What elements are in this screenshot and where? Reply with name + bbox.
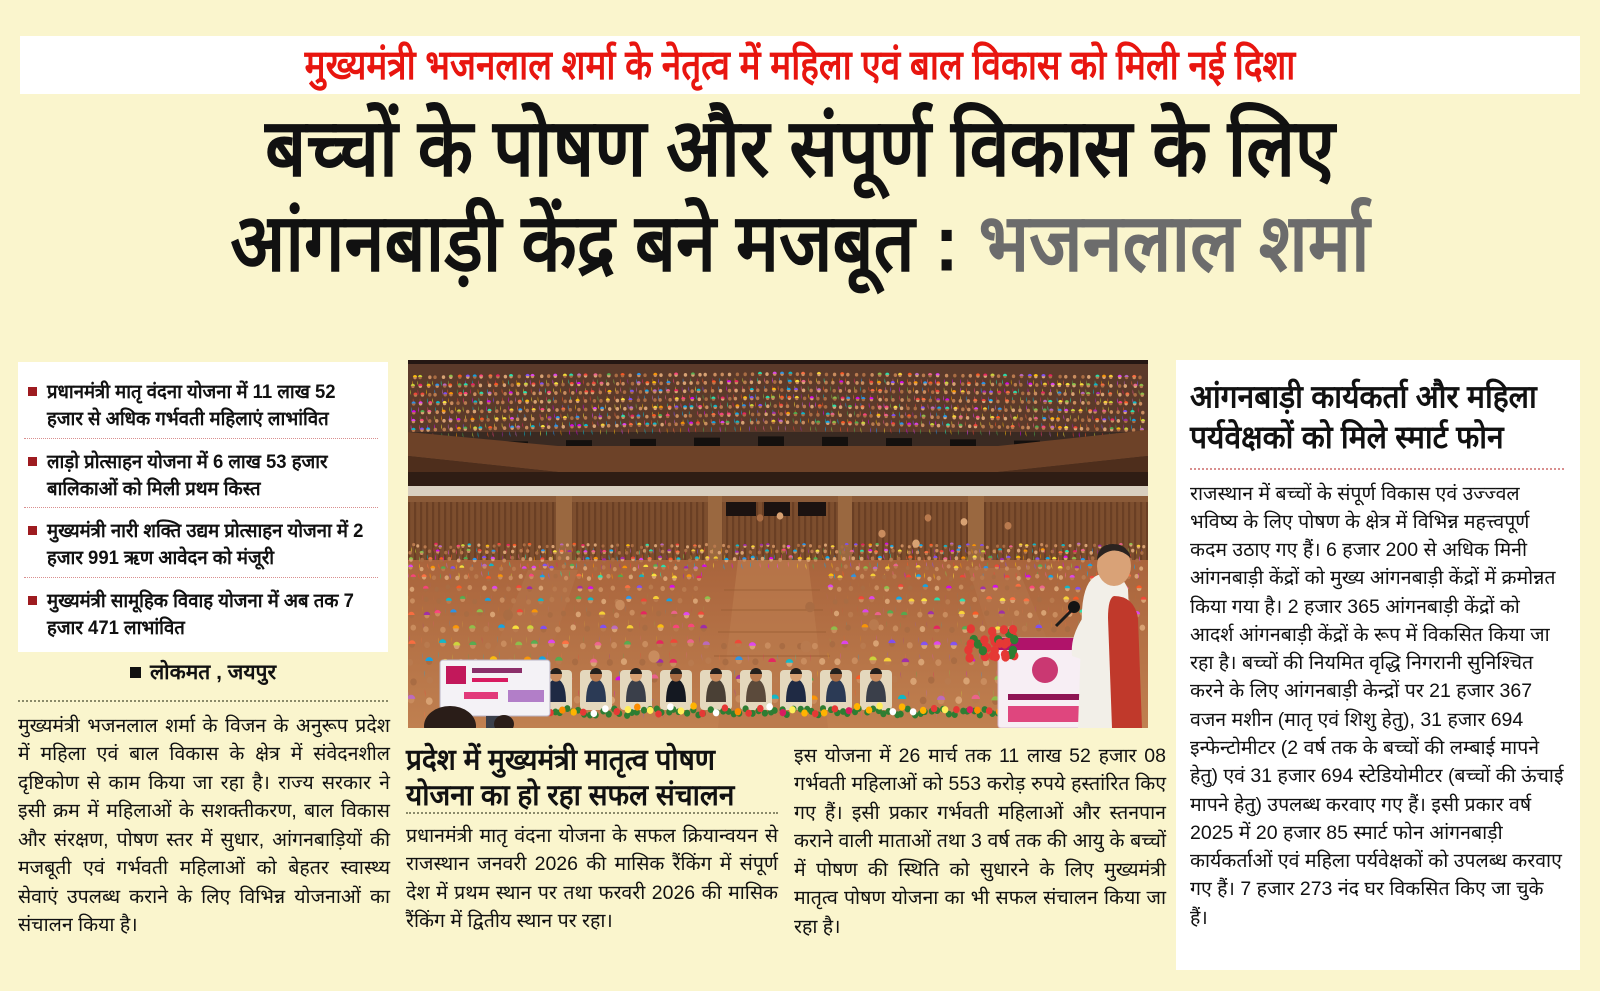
bullet-text: लाड़ो प्रोत्साहन योजना में 6 लाख 53 हजार बालिकाओं को मिली प्रथम किस्त bbox=[47, 449, 328, 499]
highlights-box bbox=[18, 362, 388, 652]
byline-square-icon bbox=[130, 667, 141, 678]
headline-attribution: भजनलाल शर्मा bbox=[978, 199, 1370, 289]
kicker-headline: मुख्यमंत्री भजनलाल शर्मा के नेतृत्व में महिला एवं बाल विकास को मिली नई दिशा bbox=[304, 41, 1296, 89]
byline-text: लोकमत , जयपुर bbox=[149, 661, 277, 684]
bullet-square-icon bbox=[28, 387, 37, 396]
article-paragraph: प्रधानमंत्री मातृ वंदना योजना के सफल क्रियान्वयन से राजस्थान जनवरी 2026 की मासिक रैंकिंग में संपूर्ण देश में प्रथम स्थान पर तथा फरवरी 2026 की मासिक रैंकिंग में द्वितीय स्थान पर रहा। bbox=[406, 825, 778, 933]
byline bbox=[18, 658, 388, 686]
byline-inner bbox=[130, 658, 276, 686]
article-column-middle bbox=[406, 822, 778, 936]
auditorium-illustration bbox=[408, 360, 1148, 728]
sidebar-heading: आंगनबाड़ी कार्यकर्ता और महिला पर्यवेक्षकों को मिले स्मार्ट फोन bbox=[1190, 380, 1537, 456]
divider-sidebar bbox=[1190, 468, 1564, 470]
kicker-band bbox=[20, 36, 1580, 94]
headline-line-2 bbox=[30, 199, 1570, 290]
list-item bbox=[24, 374, 378, 438]
bullet-square-icon bbox=[28, 457, 37, 466]
bullet-text: प्रधानमंत्री मातृ वंदना योजना में 11 लाख 52 हजार से अधिक गर्भवती महिलाएं लाभांवित bbox=[47, 380, 336, 430]
page-title bbox=[30, 104, 1570, 289]
article-column-right bbox=[794, 742, 1166, 941]
divider-left bbox=[18, 700, 388, 702]
divider-mid bbox=[406, 812, 778, 814]
headline-line-2-main: आंगनबाड़ी केंद्र बने मजबूत : bbox=[230, 199, 979, 289]
sidebar-panel bbox=[1176, 360, 1580, 970]
sidebar-body bbox=[1190, 480, 1564, 932]
article-paragraph: इस योजना में 26 मार्च तक 11 लाख 52 हजार 08 गर्भवती महिलाओं को 553 करोड़ रुपये हस्तांरित किए गए हैं। इसी प्रकार गर्भवती महिलाओं और स्तनपान कराने वाली माताओं तथा 3 वर्ष तक की आयु के बच्चों में पोषण की स्थिति को सुधारने के लिए मुख्यमंत्री मातृत्व पोषण योजना का भी सफल संचालन किया जा रहा है। bbox=[794, 745, 1166, 938]
list-item bbox=[24, 438, 378, 508]
bullet-square-icon bbox=[28, 596, 37, 605]
article-column-left bbox=[18, 712, 390, 940]
bullet-text: मुख्यमंत्री नारी शक्ति उद्यम प्रोत्साहन योजना में 2 हजार 991 ऋण आवेदन को मंजूरी bbox=[47, 519, 364, 569]
bullet-square-icon bbox=[28, 526, 37, 535]
headline-line-1: बच्चों के पोषण और संपूर्ण विकास के लिए bbox=[265, 104, 1335, 194]
list-item bbox=[24, 507, 378, 577]
list-item bbox=[24, 577, 378, 647]
article-paragraph: मुख्यमंत्री भजनलाल शर्मा के विजन के अनुरूप प्रदेश में महिला एवं बाल विकास के क्षेत्र में संवेदनशील दृष्टिकोण से काम किया जा रहा है। राज्य सरकार ने इसी क्रम में महिलाओं के सशक्तीकरण, बाल विकास और संरक्षण, पोषण स्तर में सुधार, आंगनबाड़ियों की मजबूती एवं गर्भवती महिलाओं को बेहतर स्वास्थ्य सेवाएं उपलब्ध कराने के लिए विभिन्न योजनाओं का संचालन किया है। bbox=[18, 715, 390, 937]
sidebar-paragraph: राजस्थान में बच्चों के संपूर्ण विकास एवं उज्ज्वल भविष्य के लिए पोषण के क्षेत्र में विभिन्न महत्त्वपूर्ण कदम उठाए गए हैं। 6 हजार 200 से अधिक मिनी आंगनबाड़ी केंद्रों को मुख्य आंगनबाड़ी केंद्रों में क्रमोन्नत किया गया है। 2 हजार 365 आंगनबाड़ी केंद्रों को आदर्श आंगनबाड़ी केंद्रों के रूप में विकसित किया जा रहा है। बच्चों की नियमित वृद्धि निगरानी सुनिश्चित करने के लिए आंगनबाड़ी केन्द्रों पर 21 हजार 367 वजन मशीन (मातृ एवं शिशु हेतु), 31 हजार 694 इन्फेन्टोमीटर (2 वर्ष तक के बच्चों की लम्बाई मापने हेतु) एवं 31 हजार 694 स्टेडियोमीटर (बच्चों की ऊंचाई मापने हेतु) उपलब्ध करवाए गए हैं। इसी प्रकार वर्ष 2025 में 20 हजार 85 स्मार्ट फोन आंगनबाड़ी कार्यकर्ताओं एवं महिला पर्यवेक्षकों को उपलब्ध करवाए गए हैं। 7 हजार 273 नंद घर विकसित किए जा चुके हैं। bbox=[1190, 482, 1564, 929]
event-photo bbox=[408, 360, 1148, 728]
bullet-text: मुख्यमंत्री सामूहिक विवाह योजना में अब तक 7 हजार 471 लाभांवित bbox=[47, 588, 354, 638]
sub-headline: प्रदेश में मुख्यमंत्री मातृत्व पोषण योजना का हो रहा सफल संचालन bbox=[406, 743, 735, 811]
